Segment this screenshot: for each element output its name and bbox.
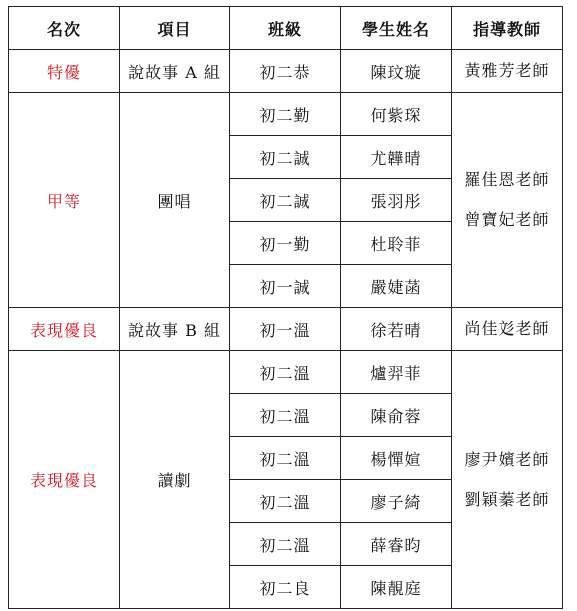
item-cell: 說故事 A 組: [120, 50, 230, 93]
teacher-name: 曾寶妃老師: [464, 210, 550, 229]
item-cell: 團唱: [120, 93, 230, 308]
teacher-cell: [452, 308, 563, 351]
class-cell: 初二良: [230, 566, 341, 609]
class-cell: 初一溫: [230, 308, 341, 351]
student-cell: 薛睿昀: [341, 523, 452, 566]
student-cell: 杜聆菲: [341, 222, 452, 265]
class-cell: 初二恭: [230, 50, 341, 93]
header-class: 班級: [230, 7, 341, 50]
class-cell: 初二誠: [230, 179, 341, 222]
class-cell: 初二溫: [230, 394, 341, 437]
class-cell: 初二溫: [230, 437, 341, 480]
class-cell: 初一勤: [230, 222, 341, 265]
class-cell: 初一誠: [230, 265, 341, 308]
rank-cell: 特優: [9, 50, 120, 93]
table-row: [9, 308, 563, 351]
teacher-cell: [452, 93, 563, 308]
teacher-name: 黃雅芳老師: [464, 61, 550, 80]
table-row: [9, 351, 563, 394]
student-cell: 陳俞蓉: [341, 394, 452, 437]
teacher-name: 劉穎蓁老師: [464, 489, 550, 509]
header-rank: 名次: [9, 7, 120, 50]
teacher-name: 羅佳恩老師: [464, 170, 550, 189]
teacher-name: 尚佳彣老師: [464, 319, 550, 338]
student-cell: 陳玟璇: [341, 50, 452, 93]
student-cell: 嚴婕菡: [341, 265, 452, 308]
student-cell: 楊憚媗: [341, 437, 452, 480]
student-cell: 張羽彤: [341, 179, 452, 222]
header-teacher: 指導教師: [452, 7, 563, 50]
item-cell: 讀劇: [120, 351, 230, 609]
class-cell: 初二誠: [230, 136, 341, 179]
item-cell: 說故事 B 組: [120, 308, 230, 351]
student-cell: 陳靚庭: [341, 566, 452, 609]
class-cell: 初二勤: [230, 93, 341, 136]
awards-table: [8, 6, 563, 609]
class-cell: 初二溫: [230, 523, 341, 566]
rank-cell: 表現優良: [9, 308, 120, 351]
table-row: [9, 93, 563, 136]
header-student: 學生姓名: [341, 7, 452, 50]
student-cell: 廖子綺: [341, 480, 452, 523]
student-cell: 尤韡晴: [341, 136, 452, 179]
rank-cell: 甲等: [9, 93, 120, 308]
teacher-cell: [452, 50, 563, 93]
class-cell: 初二溫: [230, 351, 341, 394]
class-cell: 初二溫: [230, 480, 341, 523]
header-item: 項目: [120, 7, 230, 50]
student-cell: 何紫琛: [341, 93, 452, 136]
rank-cell: 表現優良: [9, 351, 120, 609]
teacher-cell: [452, 351, 563, 609]
student-cell: 爐羿菲: [341, 351, 452, 394]
table-row: [9, 50, 563, 93]
teacher-name: 廖尹嬪老師: [464, 449, 550, 469]
student-cell: 徐若晴: [341, 308, 452, 351]
header-row: [9, 7, 563, 50]
